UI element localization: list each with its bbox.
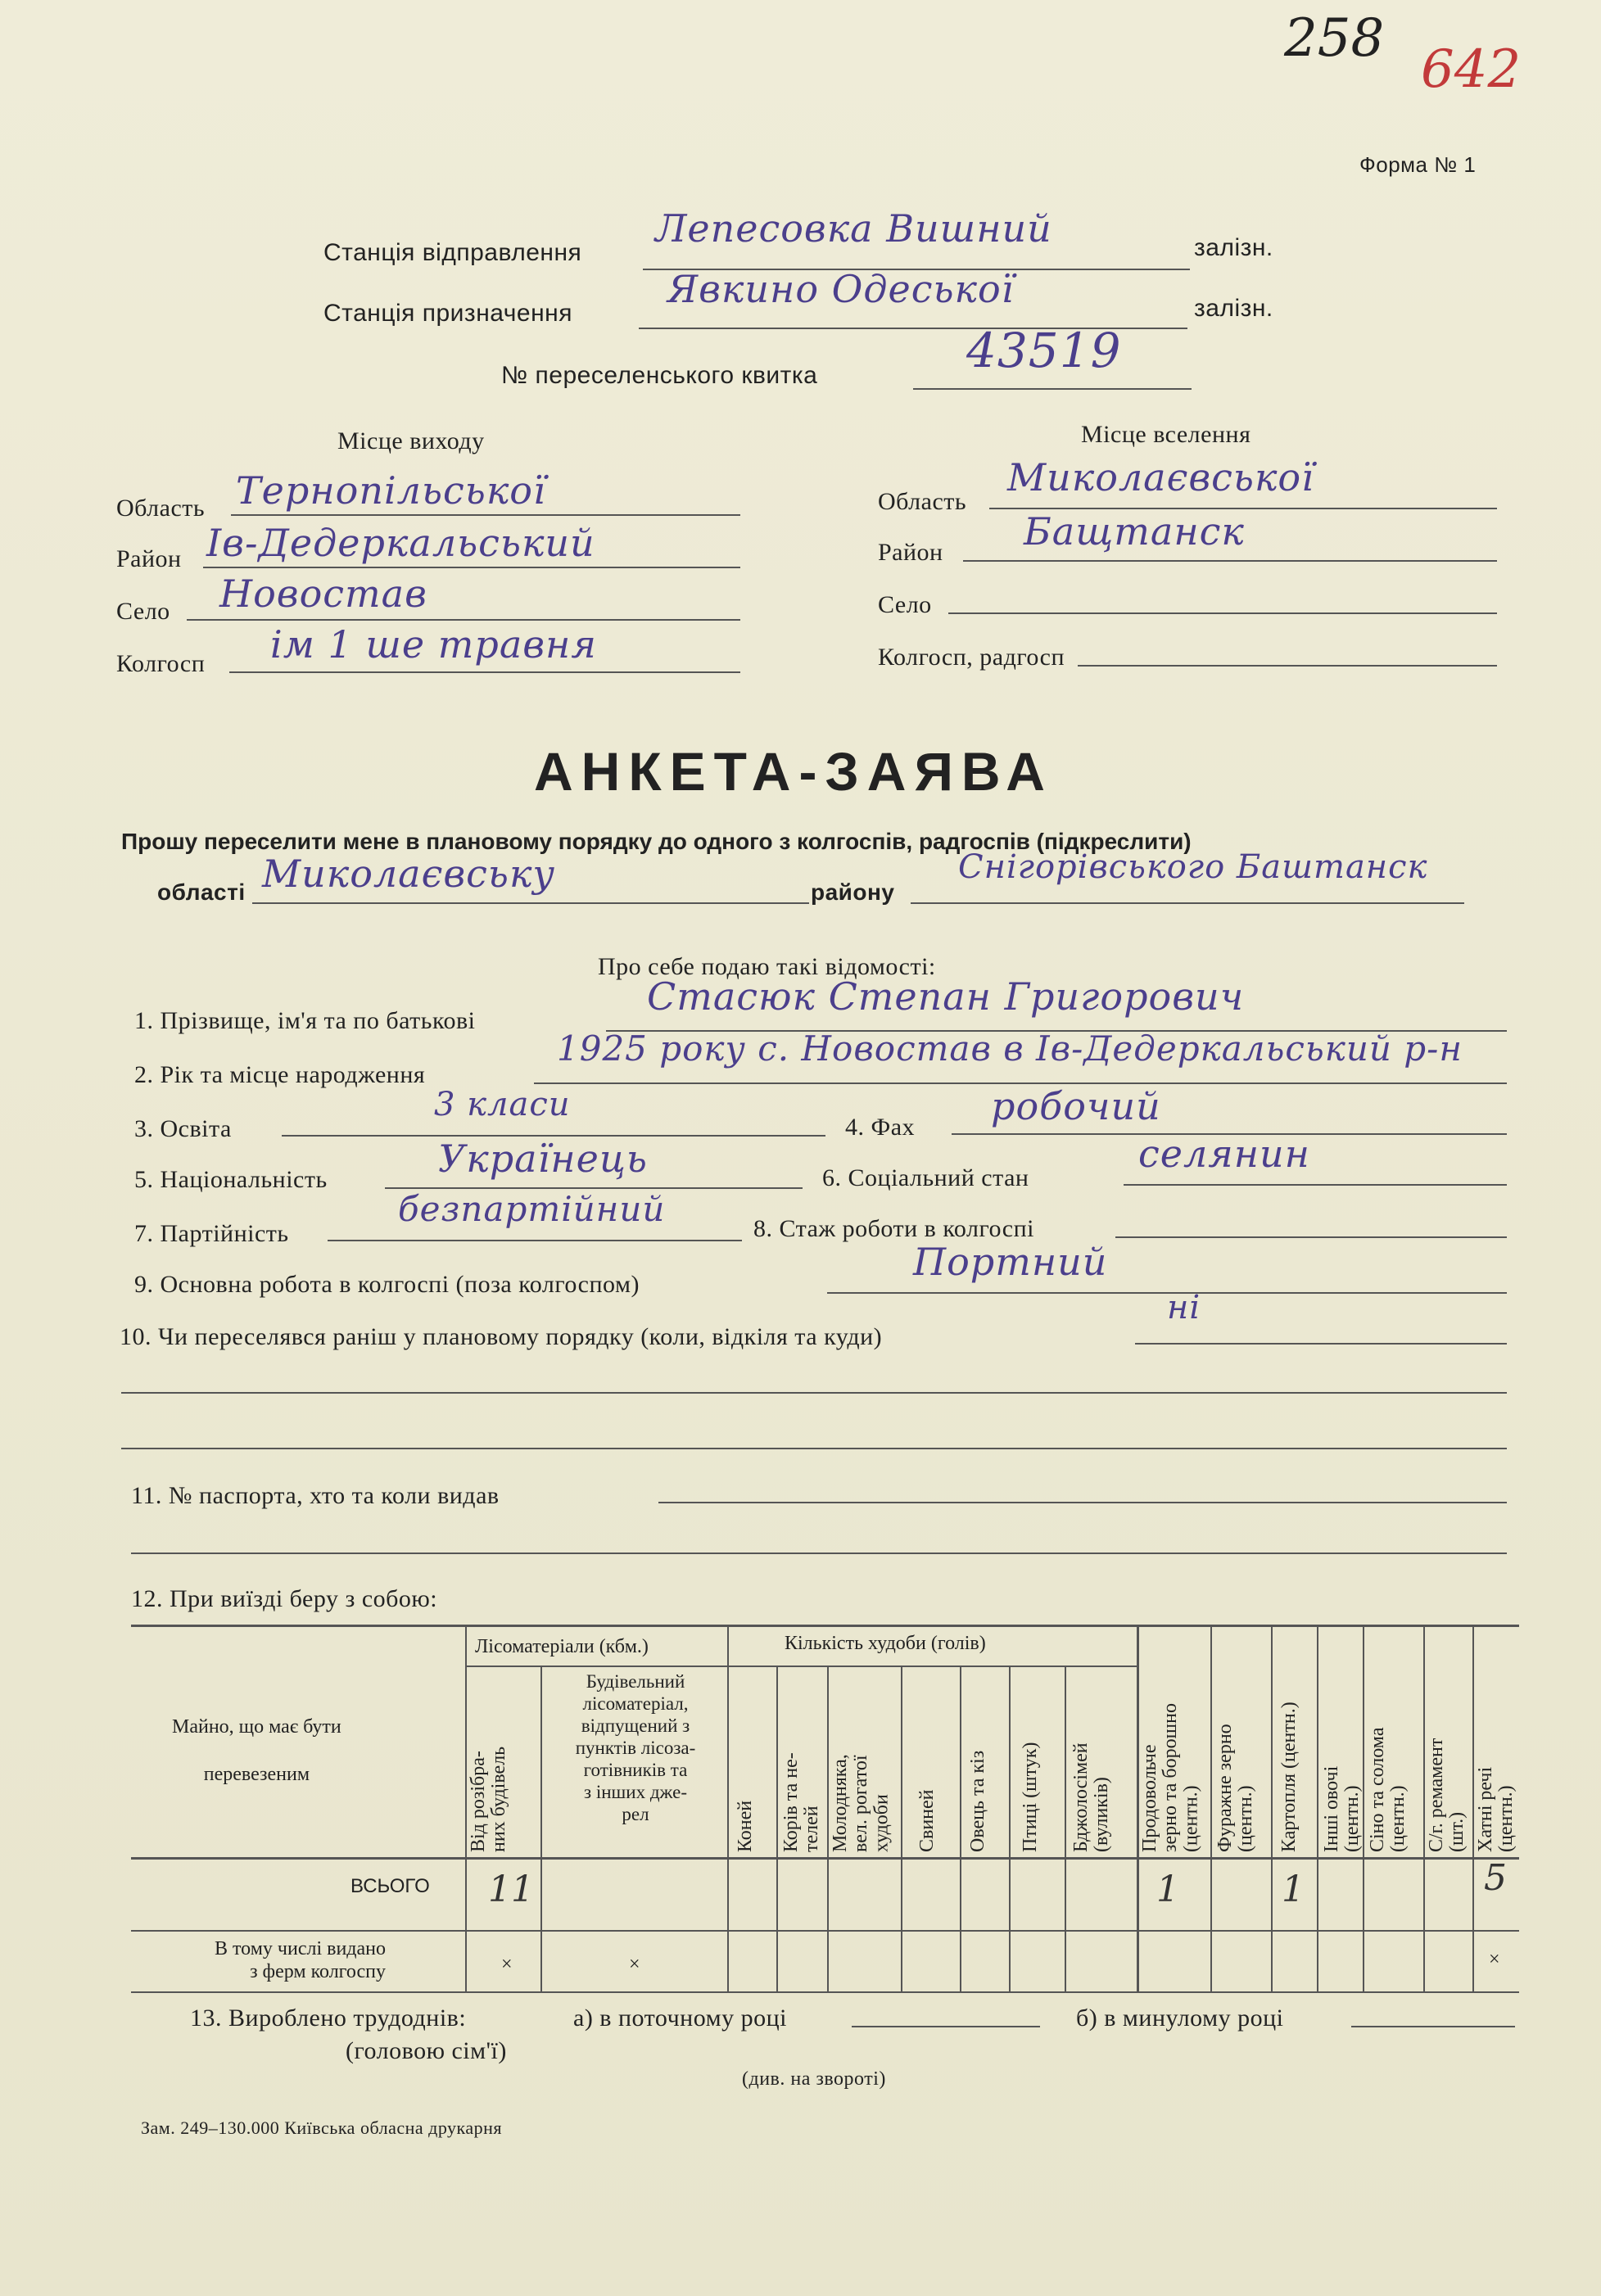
col-header-6: Свиней [916, 1789, 938, 1852]
field-2-label: 2. Рік та місце народження [134, 1061, 426, 1088]
field-4-value: робочий [991, 1084, 1161, 1128]
col-header-1: Від розібра- них будівель [468, 1746, 510, 1852]
request-oblast-value: Миколаєвську [262, 852, 556, 896]
col-header-8: Птиці (штук) [1020, 1742, 1041, 1852]
field-8-label: 8. Стаж роботи в колгоспі [753, 1215, 1034, 1242]
field-12-label: 12. При виїзді беру з собою: [131, 1585, 438, 1612]
form-number: Форма № 1 [1359, 152, 1477, 177]
see-back-note: (див. на звороті) [742, 2068, 886, 2090]
field-3-value: 3 класи [434, 1086, 571, 1123]
dest-oblast-label: Область [878, 488, 967, 515]
origin-selo-value: Новостав [219, 572, 427, 616]
col-header-13: Інші овочі (центн.) [1321, 1765, 1364, 1852]
dest-title: Місце вселення [1081, 421, 1251, 448]
page-title: АНКЕТА-ЗАЯВА [534, 741, 1053, 802]
intro-text: Про себе подаю такі відомості: [598, 953, 936, 980]
origin-oblast-value: Тернопільської [236, 468, 546, 513]
total-value: 5 [1484, 1857, 1507, 1899]
table-group-cattle: Кількість худоби (голів) [785, 1633, 986, 1654]
ticket-label: № переселенського квитка [501, 362, 818, 389]
col-header-14: Сіно та солома (центн.) [1367, 1727, 1409, 1852]
field-6-label: 6. Соціальний стан [822, 1164, 1029, 1191]
field-11-label: 11. № паспорта, хто та коли видав [131, 1482, 500, 1509]
table-row-header: Майно, що має бути перевезеним [172, 1716, 341, 1785]
field-13-label: 13. Вироблено трудоднів: [190, 2004, 467, 2032]
request-line: Прошу переселити мене в плановому порядку до одного з колгоспів, радгоспів (підкреслити) [121, 829, 1192, 854]
field-1-label: 1. Прізвище, ім'я та по батькові [134, 1007, 476, 1034]
total-value: 1 [1156, 1869, 1179, 1910]
field-5-label: 5. Національність [134, 1166, 328, 1193]
field-9-value: Портний [913, 1240, 1108, 1284]
row-total-label: ВСЬОГО [351, 1875, 430, 1897]
col-header-7: Овець та кіз [967, 1750, 988, 1852]
col-header-4: Корів та не- телей [780, 1752, 823, 1852]
departure-value: Лепесовка Вишний [655, 206, 1052, 251]
origin-oblast-label: Область [116, 495, 206, 522]
field-13-b: б) в минулому році [1076, 2004, 1284, 2032]
departure-label: Станція відправлення [323, 239, 582, 266]
dest-raion-label: Район [878, 539, 943, 566]
field-4-label: 4. Фах [845, 1114, 916, 1141]
total-value: 11 [488, 1869, 534, 1910]
field-7-value: безпартійний [398, 1189, 666, 1229]
origin-selo-label: Село [116, 598, 170, 625]
origin-raion-label: Район [116, 545, 182, 572]
field-1-value: Стасюк Степан Григорович [647, 974, 1245, 1019]
col-header-12: Картопля (центн.) [1278, 1702, 1300, 1852]
col-header-15: С/г. ремамент (шт.) [1426, 1738, 1468, 1852]
field-13-a: а) в поточному році [573, 2004, 788, 2032]
field-10-label: 10. Чи переселявся раніш у плановому порядку (коли, відкіля та куди) [120, 1323, 883, 1350]
destination-value: Явкино Одеської [667, 267, 1015, 311]
request-oblast-label: області [157, 879, 246, 905]
col-header-3: Коней [735, 1800, 756, 1852]
request-raion-label: району [811, 879, 895, 905]
col-header-16: Хатні речі (центн.) [1475, 1766, 1517, 1852]
departure-suffix: залізн. [1194, 234, 1273, 261]
origin-kolhosp-value: ім 1 ше травня [270, 622, 597, 667]
field-2-value: 1925 року с. Новостав в Ів-Дедеркальський р-н [557, 1028, 1463, 1069]
farm-value: × [501, 1954, 513, 1975]
dest-selo-label: Село [878, 591, 932, 618]
origin-title: Місце виходу [337, 427, 485, 454]
field-6-value: селянин [1138, 1132, 1310, 1176]
dest-kolhosp-label: Колгосп, радгосп [878, 644, 1065, 671]
col-header-10: Продовольче зерно та борошно (центн.) [1139, 1703, 1202, 1852]
dest-oblast-value: Миколаєвської [1007, 455, 1314, 499]
col-header-9: Бджолосімей (вуликів) [1070, 1742, 1113, 1852]
field-7-label: 7. Партійність [134, 1220, 289, 1247]
origin-kolhosp-label: Колгосп [116, 650, 206, 677]
table-group-lumber: Лісоматеріали (кбм.) [475, 1636, 649, 1657]
archive-number-red: 642 [1421, 39, 1522, 100]
ticket-value: 43519 [966, 323, 1122, 378]
row-farm-label: В тому числі видано з ферм колгоспу [215, 1938, 387, 1982]
field-5-value: Українець [438, 1137, 648, 1181]
col-header-5: Молодняка, вел. рогатої худоби [830, 1754, 893, 1852]
field-13-sub: (головою сім'ї) [346, 2037, 507, 2064]
archive-number: 258 [1284, 8, 1385, 69]
request-raion-value: Снігорівського Баштанск [958, 848, 1428, 886]
col-header-11: Фуражне зерно (центн.) [1214, 1724, 1257, 1852]
farm-value: × [1489, 1949, 1500, 1970]
col-header-2: Будівельний лісоматеріал, відпущений з пунктів лісоза- готівників та з інших дже- рел [575, 1671, 696, 1824]
field-9-label: 9. Основна робота в колгоспі (поза колгоспом) [134, 1271, 640, 1298]
field-10-value: ні [1167, 1289, 1201, 1327]
printer-footer: Зам. 249–130.000 Київська обласна друкарня [141, 2117, 503, 2138]
total-value: 1 [1282, 1869, 1305, 1910]
destination-suffix: залізн. [1194, 295, 1273, 322]
farm-value: × [629, 1954, 640, 1975]
field-3-label: 3. Освіта [134, 1115, 232, 1142]
destination-label: Станція призначення [323, 300, 572, 327]
origin-raion-value: Ів-Дедеркальський [206, 521, 595, 565]
dest-raion-value: Бащтанск [1024, 509, 1245, 554]
